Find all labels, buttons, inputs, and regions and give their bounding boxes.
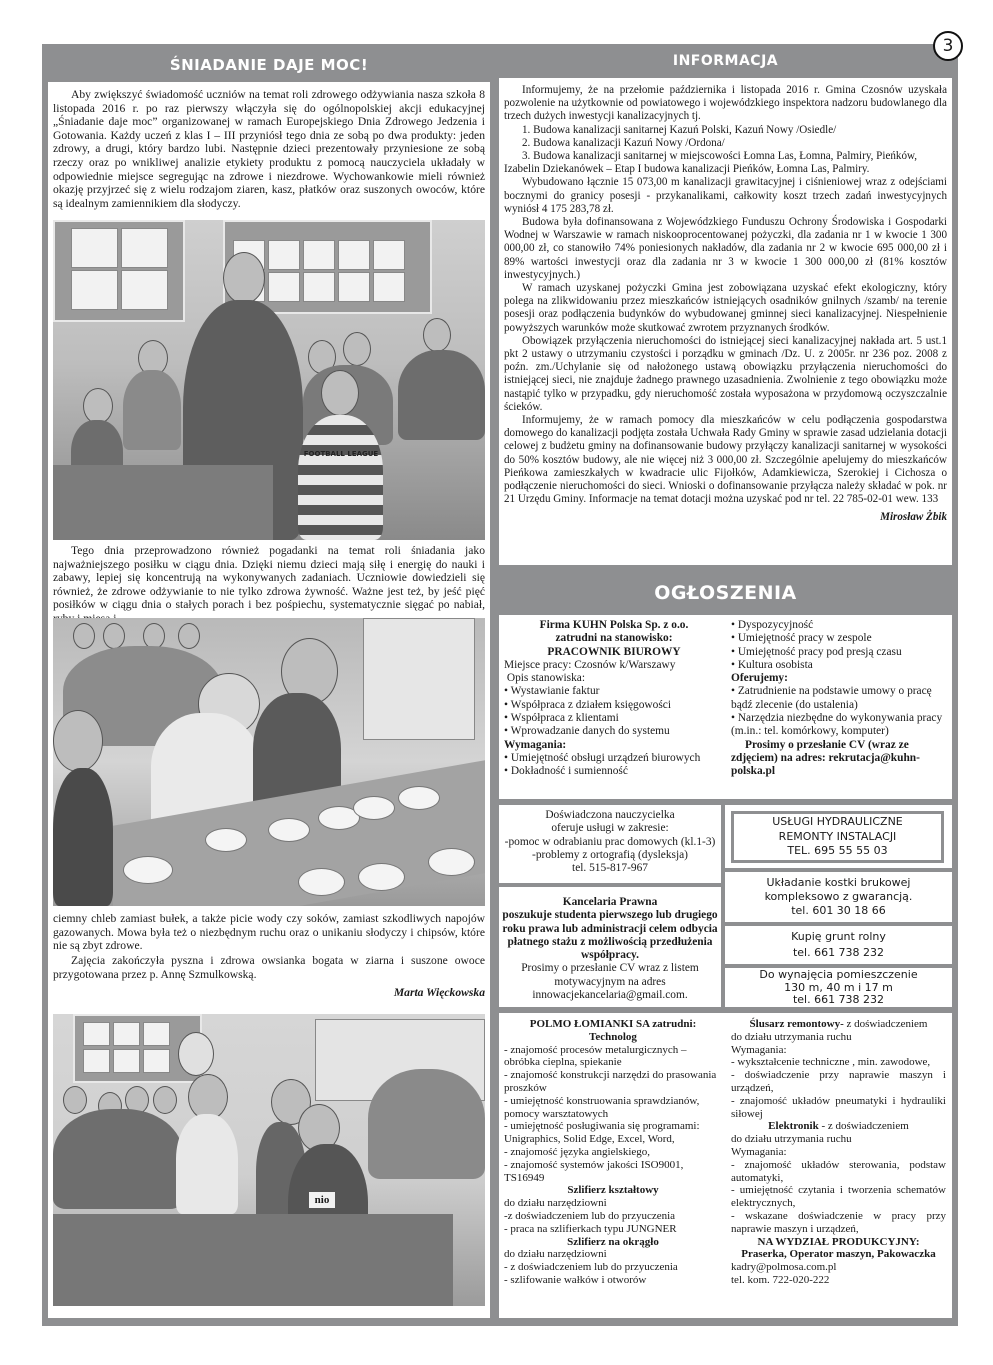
ad-teacher-line: -problemy z ortografią (dysleksja) [532,848,688,861]
ad-polmo-role: Ślusarz remontowy- [749,1018,844,1030]
ad-law-firm [499,887,721,1007]
ad-polmo-item: do działu utrzymania ruchu [731,1133,852,1146]
page-number: 3 [933,31,963,61]
photo-product-label: nio [309,1192,335,1208]
ad-polmo-item: - praca na szlifierkach typu JUNGNER [504,1222,677,1235]
article-paragraph: Zajęcia zakończyła pyszna i zdrowa owsianka bogata w ziarna i suszone owoce przygotowana przez p. Annę Szmulkowską. [53,954,485,981]
ad-kuhn-req-item: • Umiejętność obsługi urządzeń biurowych [504,751,701,764]
ad-polmo-role-suffix: - z doświadczeniem [818,1120,909,1133]
ad-polmo-item: - szlifowanie wałków i otworów [504,1273,647,1286]
info-author: Mirosław Żbik [880,510,947,523]
ad-polmo-item: Wymagania: [731,1043,787,1056]
ads-title: OGŁOSZENIA [654,582,797,604]
ad-kuhn-desc-item: • Współpraca z klientami [504,712,619,725]
ad-polmo-item: Wymagania: [731,1145,787,1158]
ad-polmo-role: Technolog [589,1030,637,1043]
ad-polmo [499,1013,952,1318]
ad-rent-line: Do wynajęcia pomieszczenie [759,968,918,981]
ad-teacher-line: Doświadczona nauczycielka [545,809,675,821]
ad-hydraulic-line: USŁUGI HYDRAULICZNE [772,815,903,828]
ad-kuhn-place: Miejsce pracy: Czosnów k/Warszawy [504,658,676,671]
ad-kuhn [499,615,952,799]
info-paragraph: Wybudowano łącznie 15 073,00 m kanalizacji grawitacyjnej i ciśnieniowej wraz z odejściami bocznymi do granicy posesji - przykanalikami, całkowity koszt trzech zadań inwestycyjnych wyniósł 4 175 283,78 zł. [504,176,947,215]
ad-kuhn-req-item: • Umiejętność pracy w zespole [731,632,872,645]
ad-paving [725,872,952,922]
ad-polmo-item: - znajomość układów sterowania, podstaw automatyki, [731,1158,946,1184]
ad-kuhn-req-label: Wymagania: [504,738,567,751]
ad-polmo-item: - znajomość procesów metalurgicznych – obróbka cieplna, spiekanie [504,1043,687,1069]
ad-kuhn-desc-label: Opis stanowiska: [504,672,585,685]
info-list-item: 1. Budowa kanalizacji sanitarnej Kazuń Polski, Kazuń Nowy /Osiedle/ [522,123,837,136]
ad-kuhn-req-item: • Kultura osobista [731,658,813,671]
ad-rent-phone: tel. 661 738 232 [792,993,885,1007]
ad-paving-line: kompleksowo z gwarancją. [764,890,913,903]
ad-hydraulic-line: REMONTY INSTALACJI [778,829,897,843]
ad-hydraulic [725,805,952,868]
article-author: Marta Więckowska [393,986,485,999]
ad-polmo-item: - doświadczenie przy naprawie maszyn i urządzeń, [731,1069,946,1094]
ad-polmo-item: - umiejętność konstruowania sprawdzianów, pomocy warsztatowych [504,1094,700,1120]
ad-polmo-item: - znajomość konstrukcji narzędzi do prasowania proszków [504,1069,717,1094]
ad-law-offer: poszukuje studenta pierwszego lub drugiego roku prawa lub administracji celem odbycia płatnego stażu z możliwością przedłużenia współpracy. [502,909,718,962]
ad-polmo-item: do działu narzędziowni [504,1197,607,1210]
ad-polmo-item: -z doświadczeniem lub do przyuczenia [504,1209,676,1222]
ad-polmo-item: - znajomość układów pneumatyki i hydrauliki siłowej [731,1094,946,1120]
ad-polmo-role: Elektronik [768,1120,819,1133]
ad-polmo-production-head: NA WYDZIAŁ PRODUKCYJNY: [757,1235,920,1248]
ad-kuhn-company: Firma KUHN Polska Sp. z o.o. [539,619,689,631]
ad-kuhn-offer-label: Oferujemy: [731,672,788,685]
ad-kuhn-desc-item: • Wprowadzanie danych do systemu [504,725,670,738]
ad-kuhn-offer-item: • Zatrudnienie na podstawie umowy o pracę bądź zlecenie (do ustalenia) [731,685,932,711]
ad-polmo-item: do działu utrzymania ruchu [731,1030,852,1043]
ad-polmo-role: Szlifierz na okrągło [567,1235,659,1248]
ad-polmo-email[interactable]: kadry@polmosa.com.pl [731,1261,837,1274]
ad-polmo-production-roles: Praserka, Operator maszyn, Pakowaczka [741,1248,936,1261]
article-paragraph: Aby zwiększyć świadomość uczniów na temat roli zdrowego odżywiania nasza szkoła 8 listopada 2016 r. po raz pierwszy włączyła się do ogólnopolskiej akcji edukacyjnej „Śniadanie daje moc” organizowanej w ramach Europejskiego Dnia Zdrowego Jedzenia i Gotowania. Każdy uczeń z klas I – III przyniósł tego dnia ze sobą po dwa produkty: jeden zdrowy, a drugi, który bardzo lubi. Następnie dzieci prezentowały przyniesione ze sobą rzeczy oraz po wnikliwej analizie etykiety produktu z pomocą nauczyciela układały w odpowiednie miejsce segregując na zdrowe i niezdrowe. Wychowankowie mieli również okazję przyjrzeć się z wielu rodzajom ziaren, kasz, płatków oraz suszonych owoców, które są idealnym zamiennikiem dla słodyczy. [53,88,485,210]
ad-kuhn-req-item: • Umiejętność pracy pod presją czasu [731,645,902,658]
ad-polmo-phone: tel. kom. 722-020-222 [731,1273,830,1286]
ad-polmo-item: - umiejętność posługiwania się programami: Unigraphics, Solid Edge, Excel, Word, [504,1120,700,1146]
info-list-item: 3. Budowa kanalizacji sanitarnej w miejscowości Łomna Las, Łomna, Palmiry, Pieńków, [522,150,918,163]
ad-polmo-head: POLMO ŁOMIANKI SA zatrudni: [529,1018,697,1030]
article-breakfast [48,82,490,1318]
article-title-breakfast: ŚNIADANIE DAJE MOC! [169,56,369,74]
info-paragraph: Informujemy, że na przełomie października i listopada 2016 r. Gmina Czosnów uzyskała pozwolenie na użytkownie od powiatowego i wojewódzkiego inspektora nadzoru budowlanego dla trzech dużych inwestycji kanalizacyjnych tj. [504,84,947,123]
ad-kuhn-offer-item: • Narzędzia niezbędne do wykonywania pracy (m.in.: tel. komórkowy, komputer) [731,712,943,738]
ad-kuhn-req-item: • Dokładność i sumienność [504,765,628,778]
ad-teacher-phone: tel. 515-817-967 [572,862,648,875]
photo-teacher-with-children [53,220,485,540]
ad-land-line: Kupię grunt rolny [791,930,886,943]
info-list-item-continued: Izabelin Dziekanówek – Etap I budowa kanalizacji Pieńków, Łomna Las, Palmiry. [504,163,870,176]
photo-children-at-food-table [53,618,485,906]
ad-polmo-item: do działu narzędziowni [504,1248,607,1261]
ad-polmo-item: - umiejętność czytania i tworzenia schematów elektrycznych, [731,1184,946,1210]
article-paragraph: Tego dnia przeprowadzono również pogadanki na temat roli śniadania jako najważniejszego posiłku w ciągu dnia. Dzięki niemu dzieci mają siłę i energię do nauki i zabawy, lepiej się koncentrują na wykonywanych zadaniach. Uczniowie dowiedzieli się również, że zdrowe odżywianie to nie tylko zdrowa żywność. Ważne jest też, by jeść pięć posiłków w ciągu dnia o stałych porach i bez pośpiechu, systematycznie sięgać po nabiał, [53,544,485,612]
info-paragraph: Obowiązek przyłączenia nieruchomości do istniejącej sieci kanalizacyjnej nakłada art. 5 ust.1 pkt 2 ustawy o utrzymaniu czystości i porządku w gminach /Dz. U. z 2005r. nr 236 poz. 2008 z poźn. zm./Uchylanie się od nałożonego ustawą obowiązku przyłączenia nieruchomości do istniejącej sieci, nie znajduje żadnego prawnego uzasadnienia. Zwolnienie z tego obowiązku może nastąpić tylko w przypadku, gdy nieruchomość została wyposażona w przydomową oczyszczalnie ścieków. [504,334,947,413]
ad-law-head: Kancelaria Prawna [562,896,658,908]
ad-polmo-item: - z doświadczeniem lub do przyuczenia [504,1261,678,1274]
ad-teacher [499,805,721,883]
ad-law-body: Prosimy o przesłanie CV wraz z listem motywacyjnym na adres innowacjekancelaria@gmail.com. [521,962,699,1002]
ad-polmo-item: - znajomość systemów jakości ISO9001, TS16949 [504,1158,684,1184]
ad-kuhn-cta: Prosimy o przesłanie CV (wraz ze zdjęciem) na adres: rekrutacja@kuhn-polska.pl [731,738,920,778]
ad-polmo-item: - znajomość języka angielskiego, [504,1145,651,1158]
ad-rent [725,968,952,1007]
ad-polmo-item: - wykształcenie techniczne , min. zawodowe, [731,1056,931,1069]
article-title-information: INFORMACJA [672,53,779,69]
ad-land [725,926,952,964]
info-paragraph: W ramach uzyskanej pożyczki Gmina jest zobowiązana uzyskać efekt ekologiczny, który polega na zlikwidowaniu przez mieszkańców istniejących osadników gnilnych /szamb/ na terenie posesji oraz podłączenia budynków do wybudowanej gminnej sieci kanalizacyjnej. Niespełnienie powyższych warunków może skutkować zwrotem przyznanych środków. [504,282,947,334]
info-list-item: 2. Budowa kanalizacji Kazuń Nowy /Ordona/ [522,136,725,149]
info-paragraph: Budowa była dofinansowana z Wojewódzkiego Funduszu Ochrony Środowiska i Gospodarki Wodnej w Warszawie w ramach niskooprocentowanej pożyczki, dla zadania nr 1 w kwocie 1 300 000,00 zł, co stanowiło 74% poniesionych nakładów, dla zadania nr 2 w kwocie 695 000,00 zł i 89% wartości inwestycji oraz dla zadania nr 3 w kwocie 1 300 000,00 zł (81% kosztów inwestycyjnych.) [504,216,947,281]
ad-rent-line: 130 m, 40 m i 17 m [784,980,893,994]
info-paragraph: Informujemy, że w ramach pomocy dla mieszkańców w celu podłączenia gospodarstwa domowego do kanalizacji podjęta została Uchwała Rady Gminy w sprawie zasad udzielania dotacji celowej z budżetu gminy na dofinansowanie budowy przyłączy kanalizacji sanitarnej w wysokości do 50% kosztów budowy, ale nie więcej niż 3 000,00 zł. Szczególnie apelujemy do mieszkańców Pieńkowa zamieszkałych w kwadracie ulic Fijołków, Adamkiewicza, Szerokiej i Cichosza o podłączenie nieruchomości do sieci. Wnioski o dofinansowanie przyłącza należy składać w pok. nr 21 Urzędu Gminy. Informacje na temat dotacji można uzyskać pod nr tel. 22 785-02-01 wew. 133 [504,414,947,506]
ad-kuhn-desc-item: • Wystawianie faktur [504,685,600,698]
ad-kuhn-desc-item: • Współpraca z działem księgowości [504,698,671,711]
ad-paving-phone: tel. 601 30 18 66 [791,904,886,917]
article-paragraph: ciemny chleb zamiast bułek, a także picie wody czy soków, zamiast szkodliwych napojów gazowanych. Mowa była też o niezbędnym ruchu oraz o unikaniu słodyczy i chipsów, które nie są zbyt zdrowe. [53,912,485,953]
ad-kuhn-req-item: • Dyspozycyjność [731,619,814,631]
ad-polmo-role-suffix: z doświadczeniem [843,1018,928,1030]
ad-teacher-line: oferuje usługi w zakresie: [551,822,669,835]
article-information [499,78,952,565]
ad-polmo-item: - wskazane doświadczenie w pracy przy naprawie maszyn i urządzeń, [731,1209,946,1235]
ad-polmo-role: Szlifierz kształtowy [567,1184,659,1197]
ad-paving-line: Układanie kostki brukowej [766,876,911,889]
ad-kuhn-position: PRACOWNIK BIUROWY [547,645,681,658]
ad-land-phone: tel. 661 738 232 [792,946,885,959]
ad-hydraulic-phone: TEL. 695 55 55 03 [787,844,888,857]
photo-shirt-text: FOOTBALL LEAGUE [303,450,379,458]
ad-kuhn-subtitle: zatrudni na stanowisko: [555,632,673,645]
photo-children-with-products [53,1014,485,1306]
ad-teacher-line: -pomoc w odrabianiu prac domowych (kl.1-3) [504,835,716,848]
